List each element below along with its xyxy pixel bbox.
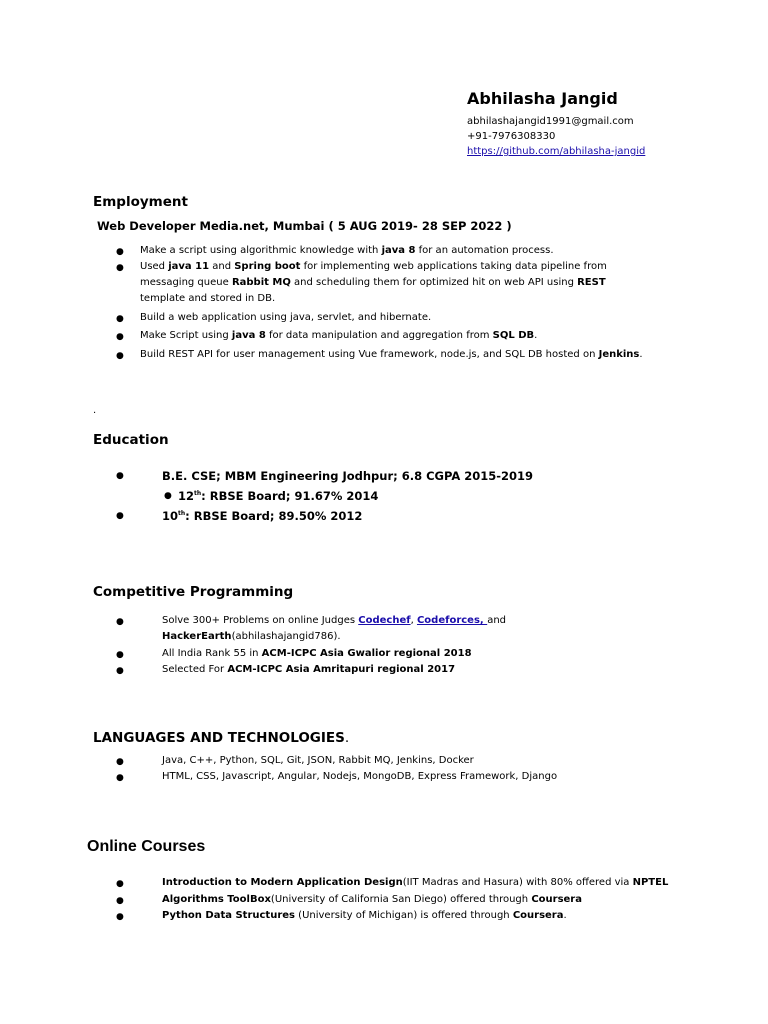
codechef-link[interactable]: Codechef bbox=[358, 615, 411, 626]
employment-item-2-line-1: Used java 11 and Spring boot for implementing web applications taking data pipeline from bbox=[140, 261, 607, 272]
bullet-icon: ● bbox=[116, 912, 124, 922]
competitive-item-2: All India Rank 55 in ACM-ICPC Asia Gwalior regional 2018 bbox=[162, 648, 472, 659]
education-item-1: B.E. CSE; MBM Engineering Jodhpur; 6.8 CGPA 2015-2019 bbox=[162, 469, 534, 483]
bullet-icon: ● bbox=[116, 666, 124, 676]
bullet-icon: ● bbox=[116, 896, 124, 906]
education-item-2: 12th: RBSE Board; 91.67% 2014 bbox=[178, 489, 379, 503]
competitive-item-3: Selected For ACM-ICPC Asia Amritapuri regional 2017 bbox=[162, 664, 456, 675]
education-item-3: 10th: RBSE Board; 89.50% 2012 bbox=[162, 509, 363, 523]
bullet-icon: ● bbox=[116, 757, 124, 767]
bullet-icon: ● bbox=[116, 351, 124, 361]
email-text: abhilashajangid1991@gmail.com bbox=[467, 116, 634, 127]
bullet-icon: ● bbox=[116, 314, 124, 324]
bullet-icon: ● bbox=[116, 511, 124, 521]
stray-dot: . bbox=[93, 405, 97, 416]
languages-item-2: HTML, CSS, Javascript, Angular, Nodejs, MongoDB, Express Framework, Django bbox=[162, 771, 558, 782]
education-heading: Education bbox=[93, 432, 169, 448]
languages-heading: LANGUAGES AND TECHNOLOGIES. bbox=[93, 730, 350, 746]
codeforces-link[interactable]: Codeforces, bbox=[416, 615, 488, 626]
bullet-icon: ● bbox=[164, 491, 172, 501]
employment-item-2-line-3: template and stored in DB. bbox=[140, 293, 276, 304]
competitive-item-1-line-2: HackerEarth(abhilashajangid786). bbox=[162, 631, 341, 642]
employment-item-4: Make Script using java 8 for data manipulation and aggregation from SQL DB. bbox=[140, 330, 538, 341]
employment-item-5: Build REST API for user management using Vue framework, node.js, and SQL DB hosted on Jenkins. bbox=[140, 349, 643, 360]
courses-heading: Online Courses bbox=[87, 838, 206, 855]
competitive-heading: Competitive Programming bbox=[93, 584, 294, 600]
employment-item-1: Make a script using algorithmic knowledge with java 8 for an automation process. bbox=[140, 245, 554, 256]
bullet-icon: ● bbox=[116, 879, 124, 889]
job-title: Web Developer Media.net, Mumbai ( 5 AUG 2019- 28 SEP 2022 ) bbox=[97, 219, 512, 233]
course-item-1: Introduction to Modern Application Design(IIT Madras and Hasura) with 80% offered via NPTEL bbox=[162, 877, 669, 888]
employment-heading: Employment bbox=[93, 194, 188, 210]
course-item-2: Algorithms ToolBox(University of California San Diego) offered through Coursera bbox=[162, 894, 582, 905]
bullet-icon: ● bbox=[116, 650, 124, 660]
github-link[interactable]: https://github.com/abhilasha-jangid bbox=[467, 146, 646, 157]
course-item-3: Python Data Structures (University of Michigan) is offered through Coursera. bbox=[162, 910, 567, 921]
bullet-icon: ● bbox=[116, 332, 124, 342]
languages-item-1: Java, C++, Python, SQL, Git, JSON, Rabbit MQ, Jenkins, Docker bbox=[162, 755, 474, 766]
phone-text: +91-7976308330 bbox=[467, 131, 556, 142]
candidate-name: Abhilasha Jangid bbox=[467, 89, 618, 108]
bullet-icon: ● bbox=[116, 471, 124, 481]
competitive-item-1-line-1: Solve 300+ Problems on online Judges Codechef, Codeforces, and bbox=[162, 615, 507, 626]
bullet-icon: ● bbox=[116, 773, 124, 783]
bullet-icon: ● bbox=[116, 263, 124, 273]
bullet-icon: ● bbox=[116, 617, 124, 627]
employment-item-3: Build a web application using java, servlet, and hibernate. bbox=[140, 312, 432, 323]
bullet-icon: ● bbox=[116, 247, 124, 257]
employment-item-2-line-2: messaging queue Rabbit MQ and scheduling them for optimized hit on web API using REST bbox=[140, 277, 606, 288]
